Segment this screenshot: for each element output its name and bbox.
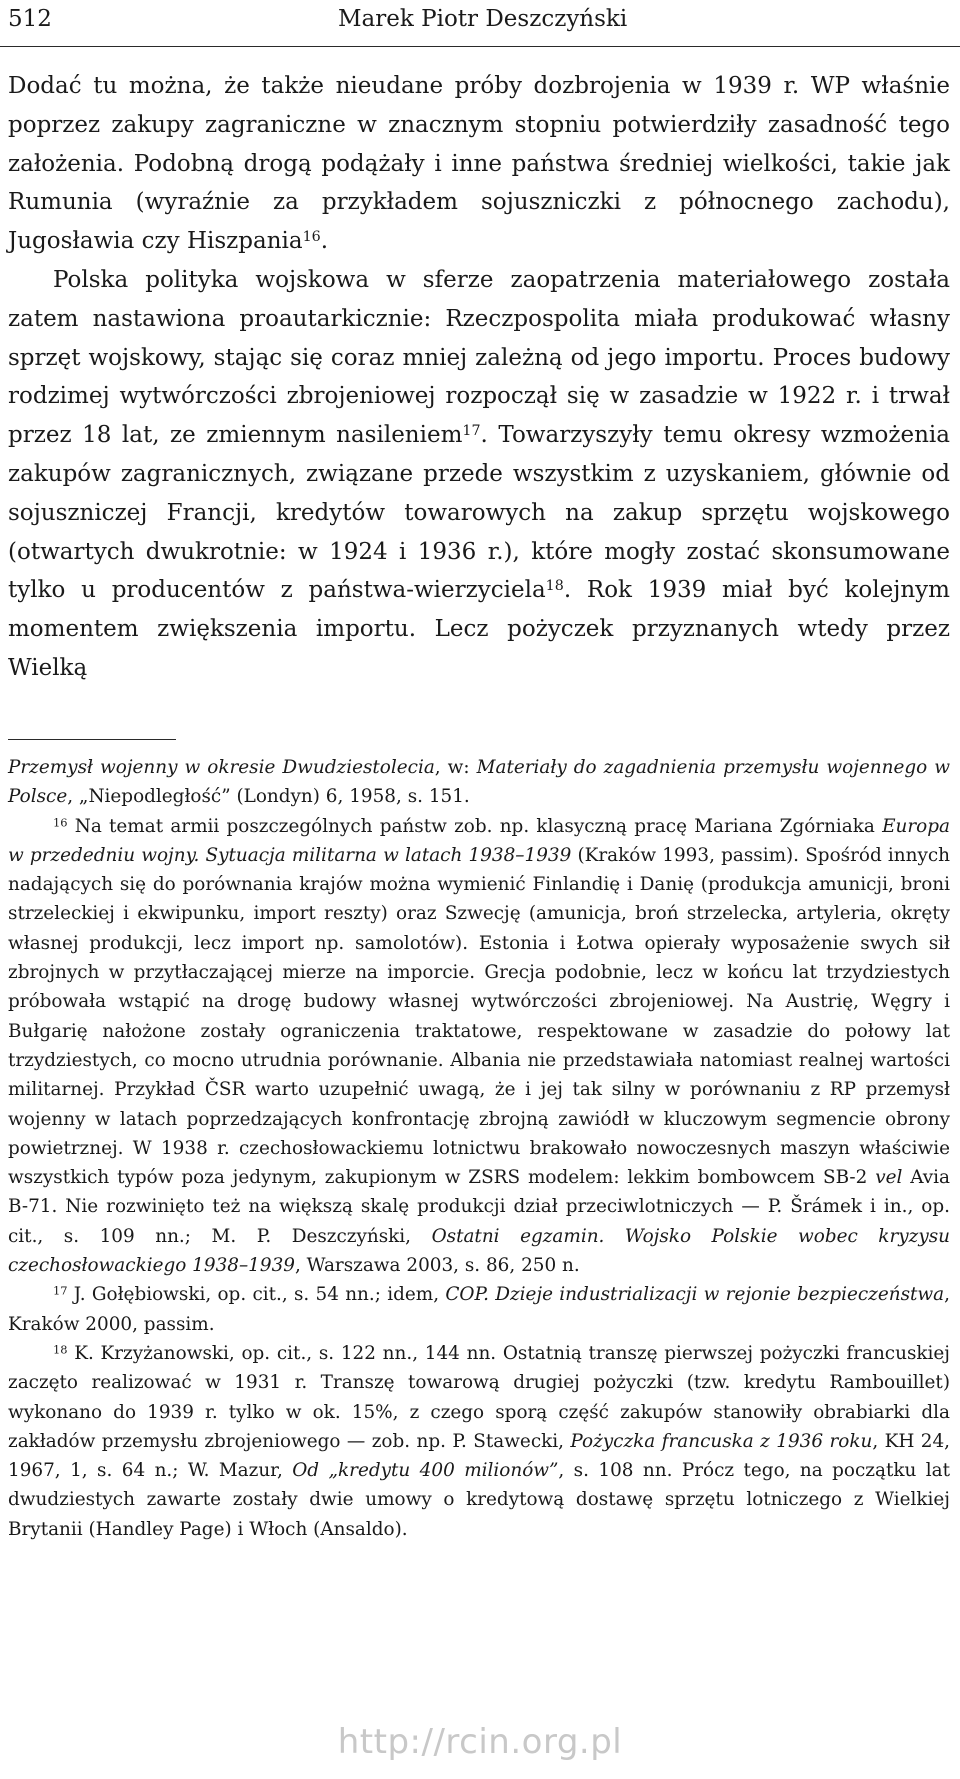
fn-cont-italic-2: Materiały do zagadnienia przemysłu wojennego w Polsce bbox=[8, 757, 950, 808]
page-number: 512 bbox=[8, 6, 52, 32]
fn17-italic-1: COP. Dzieje industrializacji w rejonie bezpieczeństwa bbox=[445, 1284, 945, 1306]
fn-cont-text-1: , w: bbox=[434, 757, 477, 778]
running-head-author: Marek Piotr Deszczyński bbox=[338, 6, 628, 32]
paragraph-1-end: . bbox=[320, 228, 329, 255]
footnotes bbox=[8, 753, 950, 1544]
fn16-text-2: (Kraków 1993, passim). Spośród innych nadających się do porównania krajów można wymienić Finlandię i Danię (produkcja amunicji, broni strzeleckiej i ekwipunku, import reszty) oraz Szwecję (amunicja, broń strzelecka, artyleria, okręty własnej produkcji, lecz import np. samolotów). Estonia i Łotwa opierały wyposażenie swych sił zbrojnych w przytłaczającej mierze na imporcie. Grecja podobnie, lecz w końcu lat trzydziestych próbowała wstąpić na drogę budowy własnej wytwórczości zbrojeniowej. Na Austrię, Węgry i Bułgarię nałożone zostały ograniczenia traktatowe, respektowane w zasadzie do połowy lat trzydziestych, co mocno utrudnia porównanie. Albania nie przedstawiała natomiast realnej wartości militarnej. Przykład ČSR warto uzupełnić uwagą, że i jej tak silny w porównaniu z RP przemysł wojenny w latach poprzedzających konfrontację zbrojną zawiódł w kluczowym segmencie obrony powietrznej. W 1938 r. czechosłowackiemu lotnictwu brakowało nowoczesnych maszyn właściwie wszystkich typów poza jedynym, zakupionym w ZSRS modelem: lekkim bombowcem SB-2 bbox=[8, 844, 950, 1189]
fn17-text-2: , Kraków 2000, passim. bbox=[8, 1284, 950, 1335]
paragraph-2-text-a: Polska polityka wojskowa w sferze zaopatrzenia materiałowego została zatem nastawiona proautarkicznie: Rzeczpospolita miała produkować własny sprzęt wojskowy, stając się coraz mniej zależną od jego importu. Proces budowy rodzimej wytwórczości zbrojeniowej rozpoczął się w zasadzie w 1922 r. i trwał przez 18 lat, ze zmiennym nasileniem bbox=[8, 266, 950, 449]
footnote-ref-18: 18 bbox=[545, 578, 564, 595]
footnote-ref-16: 16 bbox=[302, 229, 321, 246]
fn17-text-1: J. Gołębiowski, op. cit., s. 54 nn.; idem, bbox=[67, 1284, 446, 1306]
paragraph-1-text: Dodać tu można, że także nieudane próby dozbrojenia w 1939 r. WP właśnie poprzez zakupy zagraniczne w znacznym stopniu potwierdziły zasadność tego założenia. Podobną drogą podążały i inne państwa średniej wielkości, takie jak Rumunia (wyraźnie za przykładem sojuszniczki z północnego zachodu), Jugosławia czy Hiszpania bbox=[8, 73, 950, 255]
fn16-italic-2: vel bbox=[875, 1167, 903, 1189]
fn-cont-text-2: , „Niepodległość” (Londyn) 6, 1958, s. 151. bbox=[67, 786, 470, 808]
paragraph-1 bbox=[8, 67, 950, 261]
paragraph-2 bbox=[8, 261, 950, 688]
watermark-url: http://rcin.org.pl bbox=[337, 1722, 623, 1762]
fn18-text-3: , s. 108 nn. Prócz tego, na początku lat dwudziestych zawarte zostały dwie umowy o kredytową dostawę sprzętu lotniczego z Wielkiej Brytanii (Handley Page) i Włoch (Ansaldo). bbox=[8, 1460, 950, 1540]
footnote-separator bbox=[8, 739, 176, 740]
fn18-italic-1: Pożyczka francuska z 1936 roku bbox=[570, 1430, 873, 1452]
fn-cont-italic-1: Przemysł wojenny w okresie Dwudziestolecia bbox=[8, 757, 435, 778]
fn18-text-1: K. Krzyżanowski, op. cit., s. 122 nn., 144 nn. Ostatnią transzę pierwszej pożyczki francuskiej zaczęto realizować w 1931 r. Transzę towarową drugiej pożyczki (tzw. kredytu Rambouillet) wykonano do 1939 r. tylko w ok. 15%, z czego sporą część zakupów stanowiły obrabiarki dla zakładów przemysłu zbrojeniowego — zob. np. P. Stawecki, bbox=[8, 1342, 950, 1452]
fn16-italic-1: Europa w przededniu wojny. Sytuacja militarna w latach 1938–1939 bbox=[8, 815, 950, 866]
footnote-ref-17: 17 bbox=[462, 423, 481, 440]
footnote-16-number: 16 bbox=[53, 814, 68, 829]
footnote-18 bbox=[8, 1339, 950, 1544]
fn16-italic-3: Ostatni egzamin. Wojsko Polskie wobec kryzysu czechosłowackiego 1938–1939 bbox=[8, 1225, 950, 1277]
paragraph-2-text-c: . Rok 1939 miał być kolejnym momentem zwiększenia importu. Lecz pożyczek przyznanych wtedy przez Wielką bbox=[8, 577, 950, 681]
fn18-text-2: , KH 24, 1967, 1, s. 64 n.; W. Mazur, bbox=[8, 1430, 951, 1482]
footnote-18-number: 18 bbox=[53, 1342, 68, 1357]
footnote-17 bbox=[8, 1280, 950, 1339]
footnote-16 bbox=[8, 812, 950, 1281]
footnote-15-continuation bbox=[8, 753, 950, 812]
fn16-text-3: Avia B-71. Nie rozwinięto też na większą skalę produkcji dział przeciwlotniczych — P. Šrámek i in., op. cit., s. 109 nn.; M. P. Deszczyński, bbox=[8, 1167, 950, 1247]
paragraph-2-text-b: . Towarzyszyły temu okresy wzmożenia zakupów zagranicznych, związane przede wszystkim z uzyskaniem, głównie od sojuszniczej Francji, kredytów towarowych na zakup sprzętu wojskowego (otwartych dwukrotnie: w 1924 i 1936 r.), które mogły zostać skonsumowane tylko u producentów z państwa-wierzyciela bbox=[8, 422, 950, 604]
fn18-italic-2: Od „kredytu 400 milionów” bbox=[292, 1460, 559, 1482]
footnote-17-number: 17 bbox=[53, 1283, 68, 1298]
main-text bbox=[8, 67, 950, 688]
fn16-text-4: , Warszawa 2003, s. 86, 250 n. bbox=[294, 1255, 580, 1277]
page-header bbox=[0, 0, 960, 47]
fn16-text-1: Na temat armii poszczególnych państw zob. np. klasyczną pracę Mariana Zgórniaka bbox=[67, 815, 883, 837]
